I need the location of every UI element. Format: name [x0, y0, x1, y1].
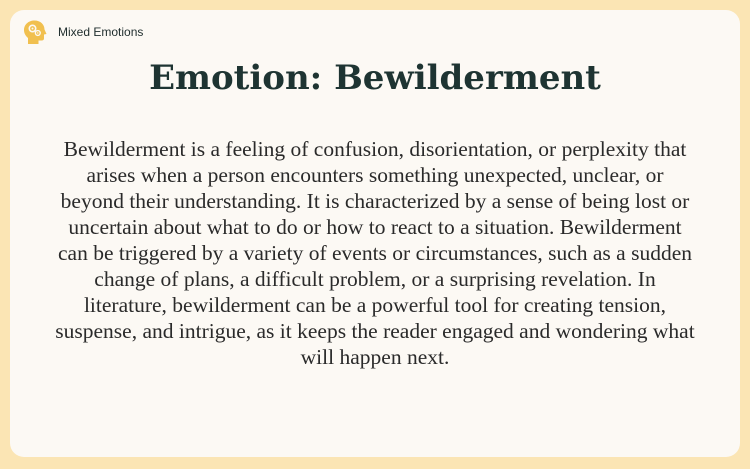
emotion-description: Bewilderment is a feeling of confusion, disorientation, or perplexity that arises when a person encounters something unexpected, unclear, or beyond their understanding. It is characterized by a sense of being lost or uncertain about what to do or how to react to a situation. Bewilderment can be triggered by a variety of events or circumstances, such as a sudden change of plans, a difficult problem, or a surprising revelation. In literature, bewilderment can be a powerful tool for creating tension, suspense, and intrigue, as it keeps the reader engaged and wondering what will happen next. — [55, 137, 695, 369]
emotion-card — [10, 10, 740, 457]
brand-header — [22, 18, 143, 46]
page-title: Emotion: Bewilderment — [149, 58, 601, 98]
brand-name: Mixed Emotions — [58, 25, 144, 39]
head-gears-icon — [22, 19, 48, 45]
